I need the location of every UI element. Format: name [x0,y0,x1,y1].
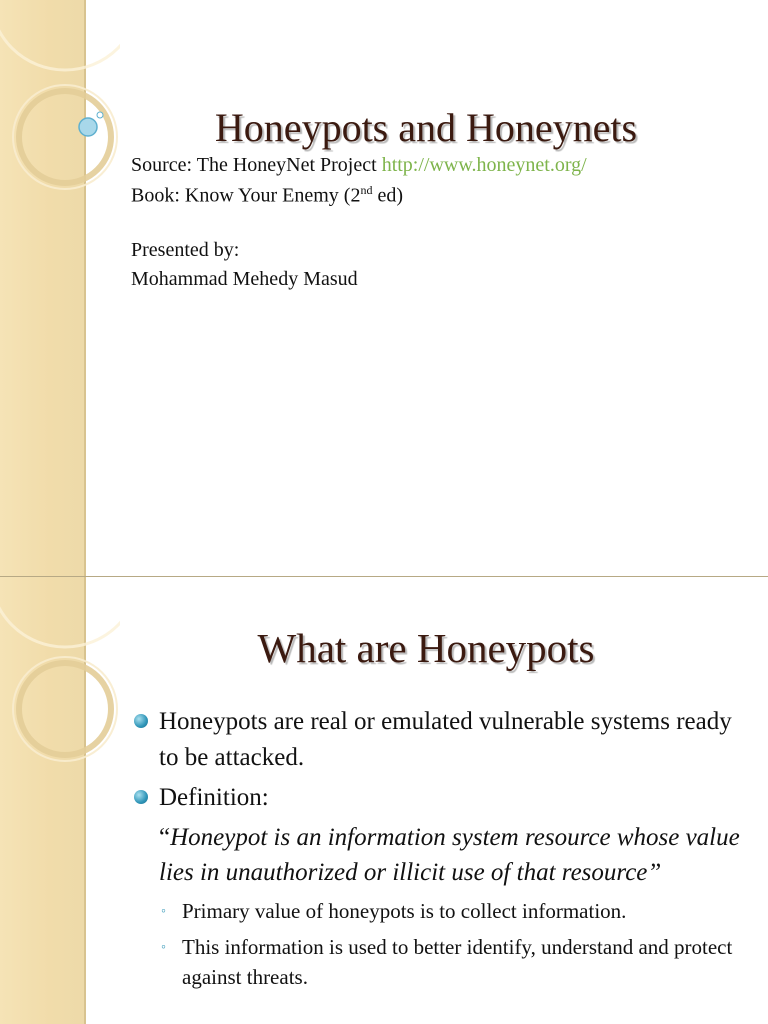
quote-text: Honeypot is an information system resource whose value lies in unauthorized or illicit use of that resource [159,824,740,886]
book-edition-sup: nd [360,183,373,197]
sub-bullet-icon: ◦ [161,904,166,919]
book-label-end: ed) [372,184,403,207]
bullet-item [134,704,744,776]
quote-close: ” [647,859,662,886]
decorative-side-band [0,0,86,576]
presented-by-label: Presented by: [131,239,240,261]
decorative-side-band [0,577,86,1024]
sub-bullet-item [134,932,744,992]
bullet-icon [134,714,148,728]
slide-title: What are Honeypots [257,625,595,671]
bullet-item [134,780,744,816]
bullet-icon [134,790,148,804]
sub-bullet-icon: ◦ [161,940,166,955]
book-label: Book: Know Your Enemy (2 [131,184,361,207]
source-link[interactable]: http://www.honeynet.org/ [381,154,587,176]
sub-bullet-item [134,896,744,926]
slide-2 [0,577,768,1024]
sub-bullet-text: This information is used to better identify, understand and protect against threats. [182,935,733,989]
quote-open: “ [159,824,171,851]
book-line [131,183,403,208]
bullet-text: Definition: [159,784,269,811]
decorative-circles-icon [0,577,120,777]
source-label: Source: The HoneyNet Project [131,154,382,176]
bullet-list [134,704,744,998]
presenter-name: Mohammad Mehedy Masud [131,268,358,290]
definition-quote [134,820,744,890]
bullet-text: Honeypots are real or emulated vulnerable systems ready to be attacked. [159,708,732,771]
sub-bullet-text: Primary value of honeypots is to collect information. [182,899,627,923]
source-line [131,154,587,177]
slide-title: Honeypots and Honeynets [214,105,638,150]
